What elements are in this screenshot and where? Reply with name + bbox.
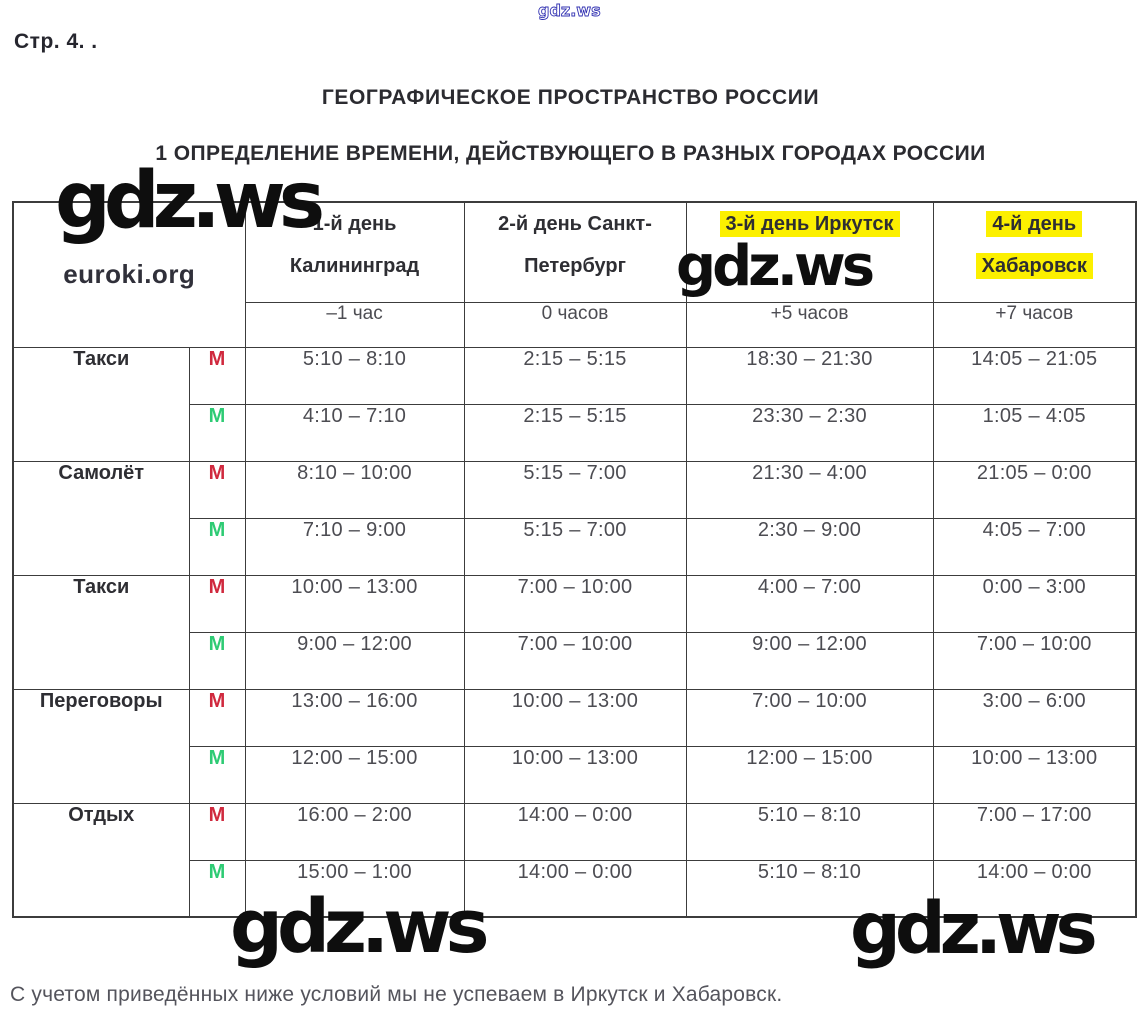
utc-offset-day3: +5 часов <box>686 302 933 347</box>
column-header-line1 <box>687 203 933 245</box>
column-header-line2: Калининград <box>289 255 420 277</box>
time-cell: 5:10 – 8:10 <box>245 347 464 404</box>
marker-m-green: М <box>189 404 245 461</box>
utc-offset-day1: –1 час <box>245 302 464 347</box>
time-cell: 14:05 – 21:05 <box>933 347 1136 404</box>
time-cell: 0:00 – 3:00 <box>933 575 1136 632</box>
time-cell: 4:10 – 7:10 <box>245 404 464 461</box>
time-cell: 16:00 – 2:00 <box>245 803 464 860</box>
time-cell: 21:30 – 4:00 <box>686 461 933 518</box>
time-cell: 21:05 – 0:00 <box>933 461 1136 518</box>
time-cell: 14:00 – 0:00 <box>933 860 1136 917</box>
time-cell: 5:15 – 7:00 <box>464 461 686 518</box>
footer-note: С учетом приведённых ниже условий мы не успеваем в Иркутск и Хабаровск. <box>10 983 783 1006</box>
page-title: ГЕОГРАФИЧЕСКОЕ ПРОСТРАНСТВО РОССИИ <box>321 86 820 109</box>
table-row <box>13 347 1136 404</box>
highlighted-text: 3-й день Иркутск <box>720 211 900 237</box>
marker-m-green: М <box>189 632 245 689</box>
marker-m-green: М <box>189 518 245 575</box>
time-cell: 5:15 – 7:00 <box>464 518 686 575</box>
time-schedule-table-container <box>12 201 1137 918</box>
column-header-line2 <box>934 245 1136 287</box>
time-cell: 12:00 – 15:00 <box>686 746 933 803</box>
column-header-line1: 1-й день <box>312 213 397 235</box>
header-row-days <box>13 202 1136 302</box>
time-cell: 9:00 – 12:00 <box>686 632 933 689</box>
time-cell: 5:10 – 8:10 <box>686 860 933 917</box>
marker-m-red: М <box>189 575 245 632</box>
time-cell: 7:10 – 9:00 <box>245 518 464 575</box>
time-cell: 14:00 – 0:00 <box>464 803 686 860</box>
column-header-day1-kaliningrad <box>245 202 464 302</box>
time-cell: 4:05 – 7:00 <box>933 518 1136 575</box>
gdz-watermark-top: gdz.ws <box>538 1 601 20</box>
highlighted-text: Хабаровск <box>976 253 1093 279</box>
activity-label-rest: Отдых <box>13 803 189 917</box>
marker-m-red: М <box>189 347 245 404</box>
page-number-label: Стр. 4. . <box>14 30 98 53</box>
gdz-watermark-bottom-right: gdz.ws <box>850 887 1092 970</box>
gdz-watermark-header-mid: gdz.ws <box>676 234 872 299</box>
time-cell: 3:00 – 6:00 <box>933 689 1136 746</box>
column-header-day4-khabarovsk <box>933 202 1136 302</box>
highlighted-text: 4-й день <box>986 211 1082 237</box>
marker-m-green: М <box>189 860 245 917</box>
activity-label-plane: Самолёт <box>13 461 189 575</box>
utc-offset-day2: 0 часов <box>464 302 686 347</box>
column-header-line1: 2-й день Санкт- <box>498 213 652 235</box>
column-header-day2-petersburg <box>464 202 686 302</box>
activity-label-taxi2: Такси <box>13 575 189 689</box>
time-cell: 18:30 – 21:30 <box>686 347 933 404</box>
gdz-watermark-table-left: gdz.ws <box>55 156 319 246</box>
time-schedule-table <box>12 201 1137 918</box>
time-cell: 7:00 – 10:00 <box>686 689 933 746</box>
time-cell: 2:15 – 5:15 <box>464 404 686 461</box>
time-cell: 10:00 – 13:00 <box>464 746 686 803</box>
time-cell: 10:00 – 13:00 <box>464 689 686 746</box>
time-cell: 7:00 – 10:00 <box>464 632 686 689</box>
time-cell: 9:00 – 12:00 <box>245 632 464 689</box>
time-cell: 7:00 – 17:00 <box>933 803 1136 860</box>
time-cell: 15:00 – 1:00 <box>245 860 464 917</box>
marker-m-green: М <box>189 746 245 803</box>
time-cell: 23:30 – 2:30 <box>686 404 933 461</box>
marker-m-red: М <box>189 803 245 860</box>
utc-offset-day4: +7 часов <box>933 302 1136 347</box>
time-cell: 5:10 – 8:10 <box>686 803 933 860</box>
activity-label-negotiations: Переговоры <box>13 689 189 803</box>
column-header-line1 <box>934 203 1136 245</box>
time-cell: 8:10 – 10:00 <box>245 461 464 518</box>
marker-m-red: М <box>189 461 245 518</box>
time-cell: 7:00 – 10:00 <box>464 575 686 632</box>
table-row <box>13 689 1136 746</box>
marker-m-red: М <box>189 689 245 746</box>
time-cell: 14:00 – 0:00 <box>464 860 686 917</box>
time-cell: 2:15 – 5:15 <box>464 347 686 404</box>
table-row <box>13 461 1136 518</box>
gdz-watermark-bottom-left: gdz.ws <box>230 884 484 970</box>
task-subtitle: 1 ОПРЕДЕЛЕНИЕ ВРЕМЕНИ, ДЕЙСТВУЮЩЕГО В РАЗНЫХ ГОРОДАХ РОССИИ <box>155 142 986 165</box>
time-cell: 1:05 – 4:05 <box>933 404 1136 461</box>
time-cell: 10:00 – 13:00 <box>245 575 464 632</box>
time-cell: 12:00 – 15:00 <box>245 746 464 803</box>
table-row <box>13 803 1136 860</box>
activity-label-taxi1: Такси <box>13 347 189 461</box>
column-header-line2: Петербург <box>524 255 626 277</box>
time-cell: 10:00 – 13:00 <box>933 746 1136 803</box>
time-cell: 13:00 – 16:00 <box>245 689 464 746</box>
time-cell: 7:00 – 10:00 <box>933 632 1136 689</box>
table-row <box>13 575 1136 632</box>
corner-label-euroki: euroki.org <box>13 202 245 347</box>
time-cell: 2:30 – 9:00 <box>686 518 933 575</box>
time-cell: 4:00 – 7:00 <box>686 575 933 632</box>
column-header-day3-irkutsk <box>686 202 933 302</box>
